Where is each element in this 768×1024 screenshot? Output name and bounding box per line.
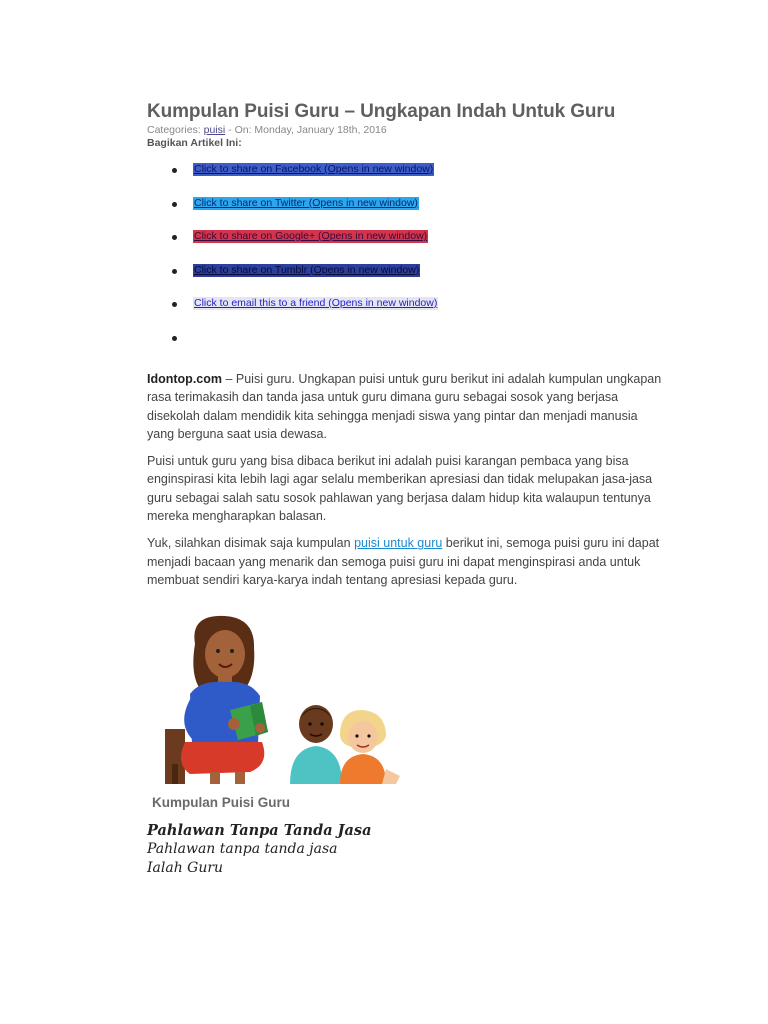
meta-prefix: Categories: xyxy=(147,124,204,136)
paragraph-intro xyxy=(147,370,662,443)
poem-line: Pahlawan tanpa tanda jasa xyxy=(147,841,338,857)
bullet-icon xyxy=(172,235,177,240)
share-facebook-link[interactable]: Click to share on Facebook (Opens in new window) xyxy=(194,163,434,175)
bullet-icon xyxy=(172,336,177,341)
paragraph-second: Puisi untuk guru yang bisa dibaca berikut ini adalah puisi karangan pembaca yang bisa enginspirasi kita lebih lagi agar selalu memberikan apresiasi dan tidak melupakan jasa-jasa guru sebagai salah satu sosok pahlawan yang berjasa dalam hidup kita walaupun tentunya mereka mengharapkan balasan. xyxy=(147,454,653,524)
bullet-icon xyxy=(172,302,177,307)
poem-title: Pahlawan Tanpa Tanda Jasa xyxy=(147,822,372,839)
paragraph-third xyxy=(147,534,662,589)
teacher-children-image xyxy=(150,614,410,784)
image-caption: Kumpulan Puisi Guru xyxy=(152,795,291,810)
bullet-icon xyxy=(172,269,177,274)
article-meta xyxy=(147,124,387,136)
article-title: Kumpulan Puisi Guru – Ungkapan Indah Untuk Guru xyxy=(147,101,616,122)
share-email-link[interactable]: Click to email this to a friend (Opens in new window) xyxy=(194,297,438,309)
brand-name: Idontop.com xyxy=(147,372,222,386)
puisi-untuk-guru-link[interactable]: puisi untuk guru xyxy=(354,536,443,551)
bullet-icon xyxy=(172,168,177,173)
paragraph-third-start: Yuk, silahkan disimak saja kumpulan xyxy=(147,536,355,551)
paragraph-intro-text: – Puisi guru. Ungkapan puisi untuk guru berikut ini adalah kumpulan ungkapan rasa terimakasih dan tanda jasa untuk guru dimana guru sebagai sosok yang berjasa disekolah dalam mendidik kita sehingga menjadi siswa yang pintar dan menjadi manusia yang berguna saat usia dewasa. xyxy=(147,372,662,441)
share-twitter-link[interactable]: Click to share on Twitter (Opens in new window) xyxy=(194,196,418,209)
poem-line: Ialah Guru xyxy=(147,860,224,876)
share-heading: Bagikan Artikel Ini: xyxy=(147,137,242,149)
meta-date: - On: Monday, January 18th, 2016 xyxy=(225,124,387,136)
teacher-reading-illustration xyxy=(150,614,410,784)
article-body xyxy=(147,370,662,598)
category-link[interactable]: puisi xyxy=(203,124,226,136)
share-googleplus-link[interactable]: Click to share on Google+ (Opens in new window) xyxy=(194,230,428,242)
share-tumblr-link[interactable]: Click to share on Tumblr (Opens in new window) xyxy=(194,263,420,276)
bullet-icon xyxy=(172,202,177,207)
paragraph-third-end: berikut ini, semoga puisi guru ini dapat menjadi bacaan yang menarik dan semoga puisi guru ini dapat menginspirasi anda untuk membuat sendiri karya-karya indah tentang apresiasi kepada guru. xyxy=(147,536,660,587)
